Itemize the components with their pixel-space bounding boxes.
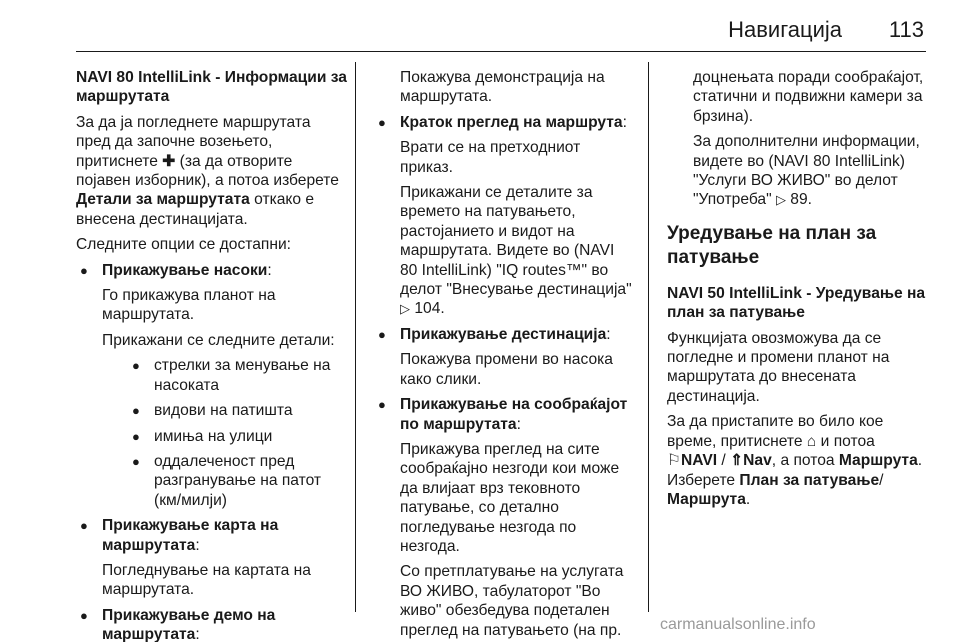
list-item-text: Прикажани се деталите за времето на патувањето, растојанието и видот на маршрутата. Видете во (NAVI 80 IntelliLink) "IQ routes™" во делот "Внесување дестинација" ▷ 104. <box>400 184 632 318</box>
page-reference-icon: ▷ <box>775 192 786 208</box>
trip-plan-label: План за патување <box>739 471 880 489</box>
list-item-text: Покажува промени во насока како слики. <box>400 351 613 388</box>
list-item-show-directions: ● Прикажување насоки: <box>76 261 348 280</box>
page-reference: 104. <box>414 300 445 318</box>
sub-list-item: ● видови на патишта <box>128 401 348 420</box>
sub-list-item: ● имиња на улици <box>128 427 348 446</box>
list-item-route-overview: ● Краток преглед на маршрута: <box>374 113 636 132</box>
car-icon: ⇑ <box>730 452 744 470</box>
paragraph-options-intro: Следните опции се достапни: <box>76 236 291 254</box>
route-details-label: Детали за маршрутата <box>76 191 250 209</box>
list-item-show-route-demo: ● Прикажување демо на маршрутата: <box>76 606 348 642</box>
list-item-text: доцнењата поради сообраќајот, статични и подвижни камери за брзина). <box>693 69 924 125</box>
list-item-show-destination: ● Прикажување дестинација: <box>374 325 636 344</box>
list-item-show-route-map: ● Прикажување карта на маршрутата: <box>76 516 348 555</box>
list-item-text: Погледнување на картата на маршрутата. <box>102 561 311 599</box>
subheading-navi50-edit-plan: NAVI 50 IntelliLink - Уредување на план за патување <box>667 284 926 322</box>
list-item-text: Прикажува преглед на сите сообраќајно незгоди кои може да влијаат врз тековното патување, со детално погледување незгода по незгода. <box>400 440 620 555</box>
paragraph-access: За да пристапите во било кое време, притиснете ⌂ и потоа ⚐NAVI / ⇑Nav, а потоа Маршрута. Изберете План за патување/ Маршрута. <box>667 413 923 508</box>
list-item-text: Го прикажува планот на маршрутата. <box>102 287 276 324</box>
column-divider-1 <box>355 62 356 612</box>
navi-label: NAVI <box>680 452 718 470</box>
list-item-traffic-on-route: ● Прикажување на сообраќајот по маршрутата: <box>374 395 636 434</box>
list-item-text: Прикажани се следните детали: <box>102 331 335 349</box>
page-header <box>0 0 960 48</box>
sub-list <box>76 356 348 510</box>
list-item-text: Покажува демонстрација на маршрутата. <box>400 69 605 106</box>
nav-label: Nav <box>743 452 772 470</box>
column-3 <box>667 68 929 515</box>
list-item-text: За дополнителни информации, видете во (NAVI 80 IntelliLink) "Услуги ВО ЖИВО" во делот "Употреба" ▷ 89. <box>693 133 920 209</box>
section-title: Навигација <box>728 17 842 42</box>
page-reference: 89. <box>790 191 812 209</box>
list-item-text: Врати се на претходниот приказ. <box>400 139 581 176</box>
header-rule <box>76 51 926 52</box>
home-icon: ⌂ <box>806 432 817 450</box>
flag-icon: ⚐ <box>667 452 681 470</box>
sub-list-item: ● оддалеченост пред разгранување на патот (км/милји) <box>128 452 348 510</box>
sub-list-item: ● стрелки за менување на насоката <box>128 356 348 395</box>
column-divider-2 <box>648 62 649 612</box>
route-label: Маршрута <box>838 452 918 470</box>
column-1 <box>76 68 348 642</box>
route-label-2: Маршрута <box>667 490 746 508</box>
page-number: 113 <box>888 17 924 42</box>
section-heading-edit-plan: Уредување на план за патување <box>667 222 877 268</box>
paragraph-function: Функцијата овозможува да се погледне и промени планот на маршрутата до внесената дестинација. <box>667 329 890 405</box>
paragraph-view-route: За да ја погледнете маршрутата пред да започне возењето, притиснете ✚ (за да отворите појавен изборник), а потоа изберете Детали за маршрутата откако е внесена дестинацијата. <box>76 113 339 228</box>
column-2 <box>374 68 636 642</box>
subheading-navi80-route-info: NAVI 80 IntelliLink - Информации за маршрутата <box>76 69 347 106</box>
list-item-text: Со претплатување на услугата ВО ЖИВО, табулаторот "Во живо" обезбедува подетален преглед на патувањето (на пр. <box>400 563 624 639</box>
watermark: carmanualsonline.info <box>660 616 816 633</box>
plus-icon: ✚ <box>162 152 176 170</box>
page-reference-icon: ▷ <box>400 301 410 317</box>
